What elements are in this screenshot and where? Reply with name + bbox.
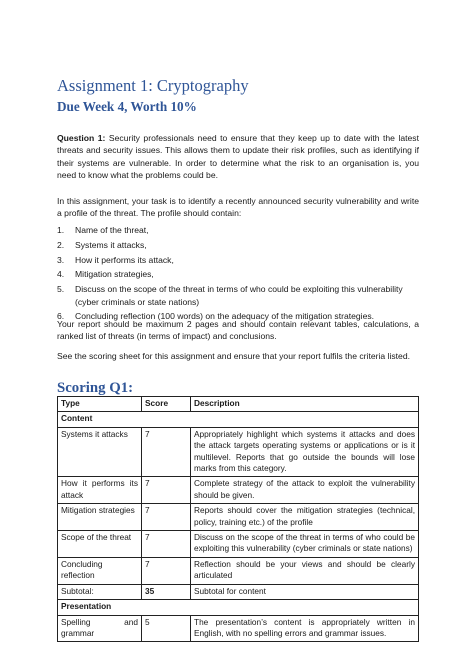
report-note: Your report should be maximum 2 pages and should contain relevant tables, calculations, a ranked list of threats (in terms of impact) and conclusions. [57,319,419,342]
table-row [58,504,419,531]
question-label: Question 1: [57,133,106,143]
table-row [58,531,419,558]
section-label: Content [58,412,419,427]
cell-description: Reports should cover the mitigation strategies (technical, policy, training etc.) of the profile [191,504,419,531]
cell-type: How it performs its attack [58,477,142,504]
table-row [58,427,419,477]
cell-description: Reflection should be your views and should be clearly articulated [191,557,419,584]
cell-score: 7 [142,477,191,504]
cell-description: Complete strategy of the attack to exploit the vulnerability should be given. [191,477,419,504]
cell-score: 7 [142,504,191,531]
cell-type: Scope of the threat [58,531,142,558]
cell-score: 7 [142,557,191,584]
cell-type: Subtotal: [58,584,142,599]
due-subtitle: Due Week 4, Worth 10% [57,99,197,114]
cell-description: Subtotal for content [191,584,419,599]
section-label: Presentation [58,600,419,615]
task-intro: In this assignment, your task is to identify a recently announced security vulnerability and write a profile of the threat. The profile should contain: [57,196,419,219]
section-row-content [58,412,419,427]
question-text: Security professionals need to ensure that they keep up to date with the latest threats and security issues. This allows them to update their risk profiles, such as identifying if their systems are vulnerable. In order to determine what the risk to an organisation is, you need to know what the problems could be. [57,133,419,181]
cell-description: Appropriately highlight which systems it attacks and does the attack targets operating systems or applications or is it multilevel. Reports that go outside the bounds will lose marks from this category. [191,427,419,477]
cell-type: Concluding reflection [58,557,142,584]
requirements-list [57,224,419,325]
cell-score: 7 [142,427,191,477]
cell-type: Mitigation strategies [58,504,142,531]
scoring-title: Scoring Q1: [57,380,134,396]
cell-description: Discuss on the scope of the threat in terms of who could be exploiting this vulnerability (cyber criminals or state nations) [191,531,419,558]
cell-type: Spelling and grammar [58,615,142,642]
header-description: Description [191,397,419,412]
scoring-table [57,396,419,642]
list-item: 6. Concluding reflection (100 words) on the adequacy of the mitigation strategies. [57,311,375,322]
question-paragraph [57,132,419,182]
subtotal-row [58,584,419,599]
table-row [58,615,419,642]
cell-type: Systems it attacks [58,427,142,477]
assignment-title: Assignment 1: Cryptography [57,76,249,95]
cell-score: 5 [142,615,191,642]
header-score: Score [142,397,191,412]
scoring-note: See the scoring sheet for this assignment and ensure that your report fulfils the criteria listed. [57,351,411,361]
list-item: 4. Mitigation strategies, [57,269,154,280]
list-item: 1. Name of the threat, [57,225,149,235]
header-type: Type [58,397,142,412]
table-header-row [58,397,419,412]
section-row-presentation [58,600,419,615]
table-row [58,477,419,504]
list-item: 3. How it performs its attack, [57,254,174,265]
list-item: 5. Discuss on the scope of the threat in terms of who could be exploiting this vulnerability (cyber criminals or state nations) [57,284,403,307]
cell-description: The presentation’s content is appropriately written in English, with no spelling errors and grammar issues. [191,615,419,642]
table-row [58,557,419,584]
list-item: 2. Systems it attacks, [57,239,147,250]
cell-score: 7 [142,531,191,558]
cell-score: 35 [142,584,191,599]
